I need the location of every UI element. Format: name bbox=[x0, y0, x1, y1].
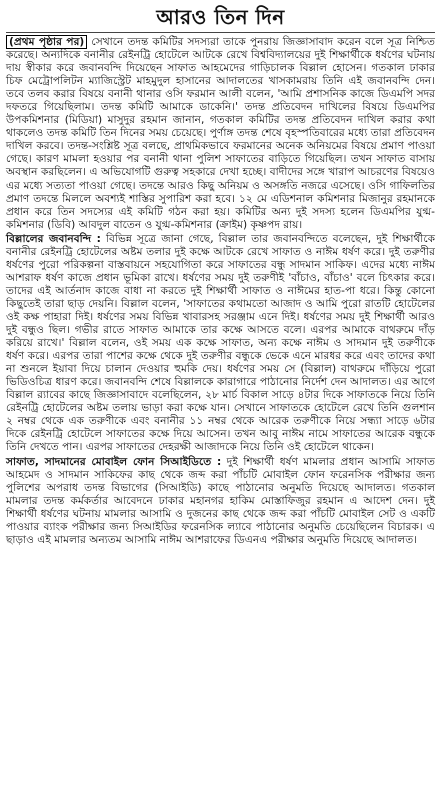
paragraph-text: সেখানে তদন্ত কমিটির সদস্যরা তাকে পুনরায় জিজ্ঞাসাবাদ করেন বলে সূত্র নিশ্চিত করেছে। অন্যদিকে বনানীর রেইনট্রি হোটেলে আটকে রেখে বিশ্ববিদ্যালয়ের দুই শিক্ষার্থীকে ধর্ষণের ঘটনায় দায় স্বীকার করে জবানবন্দি দিয়েছেন সাফাত আহমেদের গাড়িচালক বিল্লাল হোসেন। গতকাল ঢাকার চিফ মেট্রোপলিটন ম্যাজিস্ট্রেট মাহমুদুল হাসানের আদালতের খাসকামরায় তিনি এই জবানবন্দি দেন। তবে তলব করার বিষয়ে বনানী থানার ওসি ফরমান আলী বলেন, 'আমি প্রশাসনিক কাজে ডিএমপি সদর দফতরে গিয়েছিলাম। তদন্ত কমিটি আমাকে ডাকেনি।' তদন্ত প্রতিবেদন দাখিলের বিষয়ে ডিএমপির উপকমিশনার (মিডিয়া) মাসুদুর রহমান জানান, গতকাল কমিটির তদন্ত প্রতিবেদন দাখিল করার কথা থাকলেও তদন্ত কমিটি তিন দিনের সময় চেয়েছে। পুর্ণাঙ্গ তদন্ত শেষে বৃহস্পতিবারের মধ্যে তারা প্রতিবেদন দাখিল করবে। তদন্ত-সংশ্লিষ্ট সূত্র বলছে, প্রাথমিকভাবে ফরমানের অনেক অনিয়মের বিষয়ে প্রমাণ পাওয়া গেছে। কারণ মামলা হওয়ার পর বনানী থানা পুলিশ সাফাতের বাড়িতে গিয়েছিল। তখন সাফাত বাসায় অবস্থান করছিলেন। এ অভিযোগটি গুরুত্ব সহকারে দেখা হচ্ছে। বাদীদের সঙ্গে খারাপ আচরণের বিষয়েও এর মধ্যে সত্যতা পাওয়া গেছে। তদন্তে আরও কিছু অনিয়ম ও অসঙ্গতি নজরে এসেছে। ওসি গাফিলতির প্রমাণ তদন্তে মিললে অবশ্যই শাস্তির সুপারিশ করা হবে। ১২ মে এডিশনাল কমিশনার মিজানুর রহমানকে প্রধান করে তিন সদস্যের এই কমিটি গঠন করা হয়। কমিটির অন্য দুই সদস্য হলেন ডিএমপির যুগ্ম-কমিশনার (ডিবি) আবদুল বাতেন ও যুগ্ম-কমিশনার (ক্রাইম) কৃষ্ণপদ রায়। bbox=[6, 36, 435, 231]
section-subhead: সাফাত, সাদমানের মোবাইল ফোন সিআইডিতে : bbox=[6, 455, 222, 468]
paragraph-phones-cid bbox=[6, 456, 435, 547]
continuation-label: (প্রথম পৃষ্ঠার পর) bbox=[6, 35, 87, 49]
paragraph-intro bbox=[6, 36, 435, 232]
paragraph-billal-statement bbox=[6, 233, 435, 455]
paragraph-text: দুই শিক্ষার্থী ধর্ষণ মামলার প্রধান আসামি সাফাত আহমেদ ও সাদমান সাকিফের কাছ থেকে জব্দ করা পাঁচটি মোবাইল ফোন ফরেনসিক পরীক্ষার জন্য পুলিশের অপরাধ তদন্ত বিভাগের (সিআইডি) কাছে পাঠানোর অনুমতি দিয়েছে আদালত। গতকাল মামলার তদন্ত কর্মকর্তার আবেদনে ঢাকার মহানগর হাকিম মোস্তাফিজুর রহমান এ আদেশ দেন। দুই শিক্ষার্থী ধর্ষণের ঘটনায় মামলার আসামি ও দুজনের কাছ থেকে জব্দ করা পাঁচটি মোবাইল সেট ও একটি পাওয়ার ব্যাংক পরীক্ষার জন্য সিআইডির ফরেনসিক ল্যাবে পাঠানোর অনুমতি চেয়েছিলেন বিচারক। এ ছাড়াও এই মামলার অন্যতম আসামি নাঈম আশরাফের ডিএনএ পরীক্ষার অনুমতি দিয়েছে আদালত। bbox=[6, 455, 435, 546]
article-headline: আরও তিন দিন bbox=[156, 5, 285, 29]
section-subhead: বিল্লালের জবানবন্দি : bbox=[6, 232, 101, 245]
paragraph-text: বিভিন্ন সূত্রে জানা গেছে, বিল্লাল তার জবানবন্দিতে বলেছেন, দুই শিক্ষার্থীকে বনানীর রেইনট্রি হোটেলের অষ্টম তলার দুই কক্ষে আটকে রেখে সাফাত ও নাঈম ধর্ষণ করে। দুই তরুণীর ধর্ষণের পুরো পরিকল্পনা বাস্তবায়নে সহযোগিতা করে সাফাতের বন্ধু সাদমান সাকিফ। এদের মধ্যে নাঈম আশরাফ ধর্ষণ কাজে প্রধান ভূমিকা রাখে। ধর্ষণের সময় দুই তরুণীই 'বাঁচাও, বাঁচাও' বলে চিৎকার করে। তাদের এই আর্তনাদ কাজে বাধা না করতে দুই শিক্ষার্থী সাফাত ও নাঈমের হাত-পা ধরে। কিন্তু কোনো কিছুতেই তারা ছাড় দেয়নি। বিল্লাল বলেন, 'সাফাতের কথামতো আজাদ ও আমি পুরো রাতটি হোটেলের ওই কক্ষ পাহারা দিই। ধর্ষণের সময় বিভিন্ন খাবারসহ সরঞ্জাম এনে দিই। ধর্ষণের সময় দুই শিক্ষার্থী আরও দুই বন্ধুও ছিল। গভীর রাতে সাফাত আমাকে তার কক্ষে আসতে বলে। এরপর আমাকে বাথরুমে দাঁড় করিয়ে রাখে।' বিল্লাল বলেন, ওই সময় এক কক্ষে সাফাত, অন্য কক্ষে নাঈম ও সাদমান দুই তরুণীকে ধর্ষণ করে। এরপর তারা পাশের কক্ষে থেকে দুই তরুণীর বন্ধুকে ভেকে এনে মারধর করে এবং তাদের কথা না শুনলে ইয়াবা দিয়ে চালান দেওয়ার হুমকি দেয়। ধর্ষণের সময় সে (বিল্লাল) বাথরুমে দাঁড়িয়ে পুরো ভিডিওচিত্র ধারণ করে। জবানবন্দি শেষে বিল্লালকে কারাগারে পাঠানোর নির্দেশ দেন আদালত। এর আগে বিল্লাল র‌্যাবের কাছে জিজ্ঞাসাবাদে বলেছিলেন, ২৮ মার্চ বিকাল সাড়ে ৪টার দিকে সাফাতকে নিয়ে তিনি রেইনট্রি হোটেলের অষ্টম তলায় ভাড়া করা কক্ষে যান। সেখানে সাফাতকে হোটেলে রেখে তিনি গুলশান ২ নম্বর থেকে এক তরুণীকে এবং বনানীর ১১ নম্বর থেকে আরেক তরুণীকে নিয়ে সন্ধ্যা সাড়ে ৬টার দিকে রেইনট্রি হোটেলে সাফাতের কক্ষে দিয়ে আসেন। তখন আবু নাঈম নামে সাফাতের আরেক বন্ধুকে তিনি দেখতে পান। এরপর সাফাতের দেহরক্ষী আজাদকে নিয়ে তিনি ওই হোটেলে থাকেন। bbox=[6, 232, 436, 454]
article-body bbox=[6, 36, 435, 547]
headline-divider bbox=[6, 32, 435, 33]
